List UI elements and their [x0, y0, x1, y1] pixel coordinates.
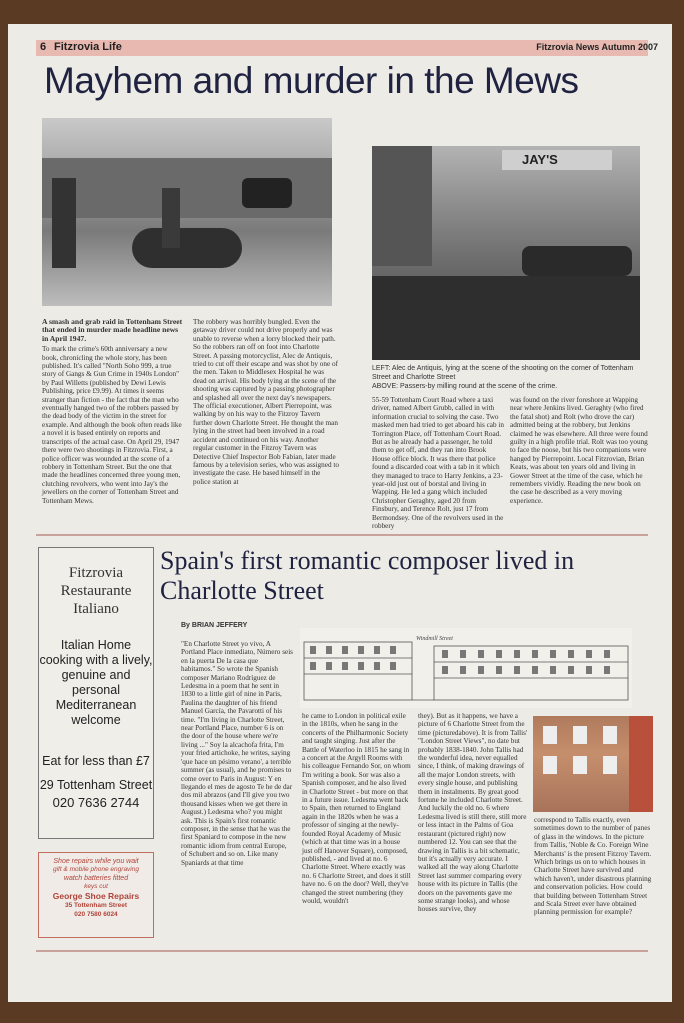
section-divider: [36, 534, 648, 536]
article2-col3-body: they). But as it happens, we have a picture of 6 Charlotte Street from the time (picturedabove). It is from Tallis' "London Street Views", no date but probably 1838-1840. John Tallis had the wonderful idea, never equalled since, I think, of making drawings of all the major London streets, with every single house, and publishing them in instalments. By great good fortune he included Charlotte Street. And luckily the old no. 6 where Ledesma lived is still there, still more or less intact in the Palms of Goa restaurant (pictured right) now numbered 12. You can see that the drawing in Tallis is a bit schematic, but it's actually very accurate. I walked all the way along Charlotte Street last summer comparing every house with its picture in Tallis (the doors on the pavements gave me some strange looks), and whose houses survive, they: [418, 712, 528, 914]
street-drawing: [300, 628, 632, 708]
article1-col1: [42, 318, 184, 507]
article1-col3: [372, 396, 504, 533]
article1-lead: A smash and grab raid in Tottenham Street that ended in murder made headline news in April 1947.: [42, 317, 183, 343]
photo-charlotte-street: [533, 716, 653, 812]
shoe-ad-address: 35 Tottenham Street: [64, 902, 127, 909]
street-drawing-svg: [300, 628, 632, 708]
bottom-rule: [36, 950, 648, 952]
article2-headline: Spain's first romantic composer lived in Charlotte Street: [160, 546, 575, 605]
article2-col3: [418, 712, 528, 916]
shoe-ad-name: George Shoe Repairs: [52, 891, 140, 901]
article2-col1: [181, 640, 293, 869]
shoe-ad-phone: 020 7580 6024: [74, 911, 118, 918]
article1-col3-body: 55-59 Tottenham Court Road where a taxi driver, named Albert Grubb, called in with information crucial to solving the case. Two masked men had tried to get aboard his cab in Torrington Place, off Tottenham Court Road. But as he already had a passenger, he told them to get off, and they ran into Brook House office block. It was there that police found a discarded coat with a tab in it which they managed to trace to Harry Jenkins, a 23-year-old just out of borstal and living in Wapping. He led a gang which included Christopher Geraghty, aged 20 from Finsbury, and Terence Rolt, just 17 from Bermondsey. One of the revolvers used in the robbery: [372, 396, 504, 531]
article2-col4: [534, 816, 652, 919]
page-number: 6: [40, 41, 47, 53]
photo-caption: LEFT: Alec de Antiquis, lying at the scene of the shooting on the corner of Tottenham Street and Charlotte Street ABOVE: Passers-by milling round at the scene of the crime.: [372, 365, 634, 390]
section-name: Fitzrovia Life: [54, 41, 122, 53]
photo-crowd: [372, 146, 640, 360]
ad-title: Fitzrovia Restaurante Italiano: [60, 565, 132, 617]
photo-crime-scene: [42, 118, 332, 306]
article1-col1-body: To mark the crime's 60th anniversary a new book, chronicling the whole story, has been published. It's called "North Soho 999, a true story of Gangs & Gun Crime in 1940s London" by Paul Willetts (published by Dewi Lewis Publishing, price £9.99). At times it seems stranger than fiction - the fact that the man who eventually hanged two of the robbers passed by the dead body of the victim in the street for example. And although the book often reads like a novel it is based entirely on reports and transcripts of the actual case. On April 29, 1947 there were two shootings in Fitzrovia. First, a police officer was wounded at the scene of a robbery in Tottenham Street. But the one that made the headlines concerned three young men, clutching revolvers, who went into Jay's the jewellers on the corner of Tottenham Street and Tottenham Mews.: [42, 345, 182, 505]
ad-price: Eat for less than £7: [42, 754, 150, 768]
shoe-ad-line1: Shoe repairs while you wait: [53, 858, 139, 865]
jays-sign: JAY'S: [522, 152, 558, 167]
article2-byline: By BRIAN JEFFERY: [181, 622, 248, 629]
article1-col2: [193, 318, 339, 488]
shoe-ad-line3: watch batteries fitted: [63, 875, 129, 882]
article2-col2: [302, 712, 412, 907]
article2-col4-body: correspond to Tallis exactly, even sometimes down to the number of panes of glass in the windows. In the picture from Tallis, 'Noble & Co. Foreign Wine Merchants' is the present Fitzroy Tavern. Which brings us on to which houses in Charlotte Street have survived and which haven't, under disastrous planning and conservation policies. How could that building between Tottenham Street and Scala Street ever have obtained planning permission for example?: [534, 816, 652, 917]
ad-body: Italian Home cooking with a lively, genuine and personal Mediterranean welcome: [39, 638, 153, 727]
street-drawing-label: Windmill Street: [416, 636, 453, 642]
article1-col2-body: The robbery was horribly bungled. Even the getaway driver could not drive properly and was unable to reverse when a lorry blocked their path. So the robbers ran off on foot into Charlotte Street. A passing motorcyclist, Alec de Antiquis, tried to cut off their escape and was shot by one of the men. Taken to Middlesex Hospital he was dead on arrival. His body lying at the scene of the shooting was captured by a passing photographer and splashed all over the next day's newspapers. The official executioner, Albert Pierrepoint, was walking by on his way to the Fitzroy Tavern further down Charlotte Street. He thought the man lying in the street had been involved in a road accident and continued on his way. Another regular customer in the Fitzroy Tavern was Detective Chief Inspector Bob Fabian, later made famous by a television series, who was assigned to investigate the case. He based himself in the police station at: [193, 318, 339, 486]
shoe-ad-line4: keys cut: [84, 883, 108, 890]
ad-phone: 020 7636 2744: [52, 795, 140, 810]
article1-col4-body: was found on the river foreshore at Wapping near where Jenkins lived. Geraghty (who fired the fatal shot) and Rolt (who drove the car) admitted being at the robbery, but Jenkins claimed he was elsewhere. All three were found guilty in a high profile trial. Rolt was too young to face the noose, but his two companions were hanged by Pierrepoint. Local Fitzrovian, Brian Keats, was about ten years old and living in Gower Street at the time of the case, which he remembers vividly. Reading the new book on the case he described as a very moving experience.: [510, 396, 648, 505]
issue-label: Fitzrovia News Autumn 2007: [536, 42, 658, 52]
article1-col4: [510, 396, 650, 507]
restaurant-ad: [38, 547, 154, 839]
shoe-repair-ad: [38, 852, 154, 938]
article2-col1-body: "En Charlotte Street yo vivo, A Portland Place inmediato, Número seis en la puerta De la casa que habitamos." So wrote the Spanish composer Mariano Rodríguez de Ledesma in a poem that he sent in 1830 to a little girl of nine in Paris, Paulina the daughter of his friend Manuel García, the Pavarotti of his time. "I'm living in Charlotte Street, near Portland Place, number 6 is on the door of the house where we're living ..." Soy la alcachofa frita, I'm your fried artichoke, he writes, saying 'que hace un pésimo verano', a terrible summer (as usual), and he promises to come over to Paris in August: Y en llegando el mes de agosto Te he de dar dos mil abrazos (and I'll give you two thousand kisses when we get there in August.) Ledesma who? you might ask. This is Spain's first romantic composer, in the sense that he was the first Spaniard to compose in the new romantic idiom from central Europe, of Schubert and so on. Like many Spaniards at that time: [181, 640, 293, 867]
ad-address: 29 Tottenham Street: [39, 778, 153, 792]
article2-col2-body: he came to London in political exile in the 1810s, when he sang in the concerts of the Philharmonic Society and taught singing. Just after the Battle of Waterloo in 1815 he sang in a concert at the Argyll Rooms with his colleague Fernando Sor, on whom I'm writing a book. Sor was also a Spanish composer, and he also lived in Charlotte Street - but more on that in a future issue. Ledesma went back to Spain, then returned to England again in the 1820s when he was a professor of singing at the newly-founded Royal Academy of Music (which at that time was in a house just off Hanover Square), composed, published, - and lived at no. 6 Charlotte Street. Where exactly was no. 6 Charlotte Street, and does it still have no. 6 on the door? Well, they've changed the street numbering (they would, wouldn't: [302, 712, 411, 905]
article-headline: Mayhem and murder in the Mews: [44, 60, 579, 101]
shoe-ad-line2: gift & mobile phone engraving: [52, 866, 139, 873]
